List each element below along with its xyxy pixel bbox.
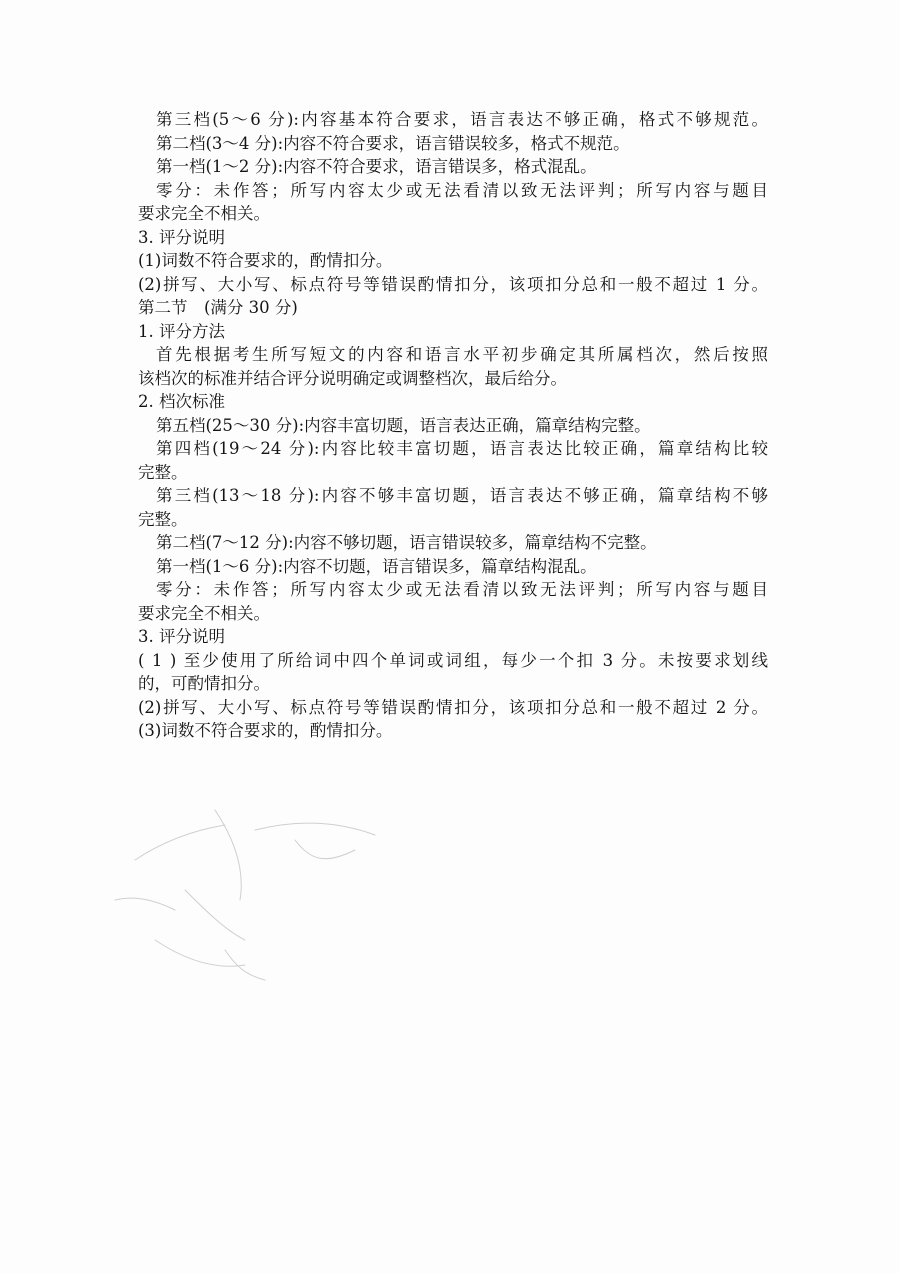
zero-score-criteria-cont: 要求完全不相关。	[138, 204, 270, 223]
grade-3b-criteria-cont: 完整。	[138, 509, 188, 529]
scoring-guide-text	[138, 108, 768, 743]
zero-score-criteria-b: 零分：未作答；所写内容太少或无法看清以致无法评判；所写内容与题目	[156, 580, 768, 599]
section-heading-grade-standards: 2. 档次标准	[138, 392, 225, 411]
grade-5-criteria: 第五档(25～30 分):内容丰富切题，语言表达正确，篇章结构完整。	[156, 415, 651, 435]
scoring-note-1: (1)词数不符合要求的，酌情扣分。	[138, 251, 393, 270]
section-heading-scoring-method: 1. 评分方法	[138, 321, 225, 341]
grade-4-criteria-cont: 完整。	[138, 462, 188, 482]
faint-pencil-scribble	[95, 790, 415, 990]
scoring-note-2: (2)拼写、大小写、标点符号等错误酌情扣分，该项扣分总和一般不超过 1 分。	[138, 274, 768, 294]
scoring-note-b-1: ( 1 ) 至少使用了所给词中四个单词或词组，每少一个扣 3 分。未按要求划线	[138, 650, 768, 670]
section-heading-scoring-notes-b: 3. 评分说明	[138, 627, 225, 646]
section-heading-scoring-notes: 3. 评分说明	[138, 227, 225, 247]
grade-1b-criteria: 第一档(1～6 分):内容不切题，语言错误多，篇章结构混乱。	[156, 556, 597, 576]
part-two-heading: 第二节 (满分 30 分)	[138, 298, 298, 317]
grade-4-criteria: 第四档(19～24 分):内容比较丰富切题，语言表达比较正确，篇章结构比较	[156, 439, 768, 458]
scoring-method-text: 首先根据考生所写短文的内容和语言水平初步确定其所属档次，然后按照	[156, 345, 768, 364]
zero-score-criteria-b-cont: 要求完全不相关。	[138, 603, 270, 623]
zero-score-criteria: 零分：未作答；所写内容太少或无法看清以致无法评判；所写内容与题目	[156, 180, 768, 200]
scoring-note-b-1-cont: 的，可酌情扣分。	[138, 674, 270, 693]
grade-3-criteria: 第三档(5～6 分):内容基本符合要求，语言表达不够正确，格式不够规范。	[156, 110, 768, 129]
grade-2-criteria: 第二档(3～4 分):内容不符合要求，语言错误较多，格式不规范。	[156, 133, 630, 153]
scoring-method-text-cont: 该档次的标准并结合评分说明确定或调整档次，最后给分。	[138, 368, 567, 388]
grade-3b-criteria: 第三档(13～18 分):内容不够丰富切题，语言表达不够正确，篇章结构不够	[156, 486, 768, 505]
scoring-note-b-3: (3)词数不符合要求的，酌情扣分。	[138, 721, 393, 740]
grade-2b-criteria: 第二档(7～12 分):内容不够切题，语言错误较多，篇章结构不完整。	[156, 533, 657, 552]
grade-1-criteria: 第一档(1～2 分):内容不符合要求，语言错误多，格式混乱。	[156, 157, 597, 176]
scoring-note-b-2: (2)拼写、大小写、标点符号等错误酌情扣分，该项扣分总和一般不超过 2 分。	[138, 697, 768, 717]
